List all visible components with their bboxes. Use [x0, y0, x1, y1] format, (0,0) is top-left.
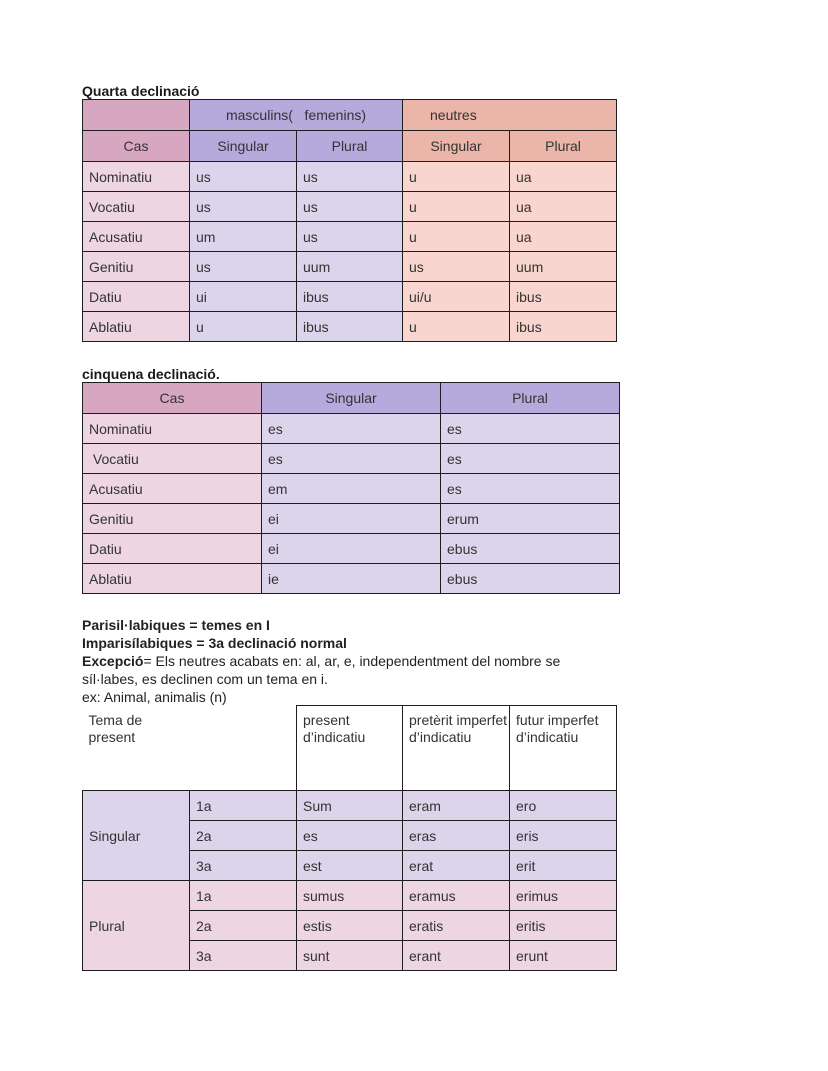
- value-cell: ei: [262, 534, 441, 564]
- table-row: [83, 474, 620, 504]
- value-cell: u: [403, 222, 510, 252]
- table-row: [83, 162, 617, 192]
- value-cell: ero: [510, 791, 617, 821]
- value-cell: ibus: [297, 282, 403, 312]
- value-cell: ui: [190, 282, 297, 312]
- value-cell: erat: [403, 851, 510, 881]
- table-row: [83, 252, 617, 282]
- value-cell: uum: [297, 252, 403, 282]
- conj-h-tema-text: Tema de present: [88, 711, 143, 745]
- value-cell: es: [441, 444, 620, 474]
- table-row: [83, 444, 620, 474]
- case-cell: Genitiu: [83, 252, 190, 282]
- value-cell: uum: [510, 252, 617, 282]
- person-cell: 2a: [190, 911, 297, 941]
- quarta-title: Quarta declinació: [82, 83, 200, 99]
- value-cell: erant: [403, 941, 510, 971]
- value-cell: eratis: [403, 911, 510, 941]
- value-cell: us: [190, 252, 297, 282]
- quarta-group-neut: neutres: [403, 100, 617, 131]
- value-cell: eras: [403, 821, 510, 851]
- note-parisil: Parisil·labiques = temes en I: [82, 617, 270, 633]
- table-row: [83, 504, 620, 534]
- value-cell: est: [297, 851, 403, 881]
- table-row: [83, 414, 620, 444]
- value-cell: ebus: [441, 534, 620, 564]
- value-cell: eris: [510, 821, 617, 851]
- conj-singular-label: [83, 791, 190, 881]
- value-cell: eramus: [403, 881, 510, 911]
- value-cell: estis: [297, 911, 403, 941]
- conj-plural-label: [83, 881, 190, 971]
- conj-table: [82, 705, 617, 971]
- note-example: ex: Animal, animalis (n): [82, 689, 227, 705]
- value-cell: erum: [441, 504, 620, 534]
- value-cell: es: [262, 444, 441, 474]
- value-cell: us: [190, 192, 297, 222]
- cinquena-col-sing: Singular: [262, 383, 441, 414]
- value-cell: es: [441, 474, 620, 504]
- case-cell: Ablatiu: [83, 312, 190, 342]
- cinquena-title: cinquena declinació.: [82, 366, 220, 382]
- quarta-col-cas: Cas: [83, 131, 190, 162]
- table-row: [83, 881, 617, 911]
- value-cell: ibus: [297, 312, 403, 342]
- value-cell: ibus: [510, 282, 617, 312]
- note-exception-label: Excepció: [82, 653, 144, 669]
- value-cell: u: [403, 192, 510, 222]
- value-cell: ei: [262, 504, 441, 534]
- value-cell: sunt: [297, 941, 403, 971]
- case-cell: Acusatiu: [83, 222, 190, 252]
- value-cell: ua: [510, 192, 617, 222]
- singular-label-text: Singular: [89, 827, 141, 844]
- quarta-col-sing-neut: Singular: [403, 131, 510, 162]
- case-cell: Datiu: [83, 534, 262, 564]
- value-cell: erit: [510, 851, 617, 881]
- value-cell: sumus: [297, 881, 403, 911]
- notes-block: [82, 616, 602, 706]
- case-cell: Ablatiu: [83, 564, 262, 594]
- case-cell: Nominatiu: [83, 414, 262, 444]
- value-cell: ua: [510, 162, 617, 192]
- value-cell: u: [403, 312, 510, 342]
- conj-h-tema: [83, 706, 297, 791]
- value-cell: ebus: [441, 564, 620, 594]
- value-cell: erunt: [510, 941, 617, 971]
- quarta-col-plur-neut: Plural: [510, 131, 617, 162]
- table-row: [83, 534, 620, 564]
- value-cell: eram: [403, 791, 510, 821]
- case-cell: Acusatiu: [83, 474, 262, 504]
- quarta-corner: [83, 100, 190, 131]
- value-cell: um: [190, 222, 297, 252]
- value-cell: ie: [262, 564, 441, 594]
- value-cell: ui/u: [403, 282, 510, 312]
- table-row: [83, 192, 617, 222]
- cinquena-col-cas: Cas: [83, 383, 262, 414]
- conj-h-present: present d’indicatiu: [297, 706, 403, 791]
- value-cell: us: [297, 192, 403, 222]
- note-exception-text: = Els neutres acabats en: al, ar, e, independentment del nombre se: [143, 653, 561, 669]
- person-cell: 1a: [190, 791, 297, 821]
- value-cell: eritis: [510, 911, 617, 941]
- table-row: [83, 282, 617, 312]
- value-cell: us: [297, 162, 403, 192]
- value-cell: u: [403, 162, 510, 192]
- value-cell: es: [441, 414, 620, 444]
- person-cell: 3a: [190, 941, 297, 971]
- value-cell: us: [297, 222, 403, 252]
- note-exception: [82, 652, 602, 670]
- value-cell: em: [262, 474, 441, 504]
- note-exception-cont: síl·labes, es declinen com un tema en i.: [82, 671, 328, 687]
- quarta-table: [82, 99, 617, 342]
- value-cell: us: [190, 162, 297, 192]
- value-cell: ibus: [510, 312, 617, 342]
- case-cell: Datiu: [83, 282, 190, 312]
- value-cell: ua: [510, 222, 617, 252]
- table-row: [83, 791, 617, 821]
- person-cell: 3a: [190, 851, 297, 881]
- person-cell: 1a: [190, 881, 297, 911]
- table-row: [83, 564, 620, 594]
- note-imparisil: Imparisílabiques = 3a declinació normal: [82, 635, 347, 651]
- case-cell: Vocatiu: [83, 444, 262, 474]
- quarta-col-plur-masc: Plural: [297, 131, 403, 162]
- person-cell: 2a: [190, 821, 297, 851]
- plural-label-text: Plural: [89, 917, 125, 934]
- value-cell: u: [190, 312, 297, 342]
- cinquena-col-plur: Plural: [441, 383, 620, 414]
- quarta-group-masc: masculins( femenins): [190, 100, 403, 131]
- table-row: [83, 312, 617, 342]
- case-cell: Nominatiu: [83, 162, 190, 192]
- quarta-col-sing-masc: Singular: [190, 131, 297, 162]
- table-row: [83, 222, 617, 252]
- value-cell: es: [297, 821, 403, 851]
- conj-h-preterit: pretèrit imperfet d’indicatiu: [403, 706, 510, 791]
- case-cell: Genitiu: [83, 504, 262, 534]
- value-cell: erimus: [510, 881, 617, 911]
- value-cell: Sum: [297, 791, 403, 821]
- conj-h-futur: futur imperfet d’indicatiu: [510, 706, 617, 791]
- case-cell: Vocatiu: [83, 192, 190, 222]
- cinquena-table: [82, 382, 620, 594]
- value-cell: es: [262, 414, 441, 444]
- value-cell: us: [403, 252, 510, 282]
